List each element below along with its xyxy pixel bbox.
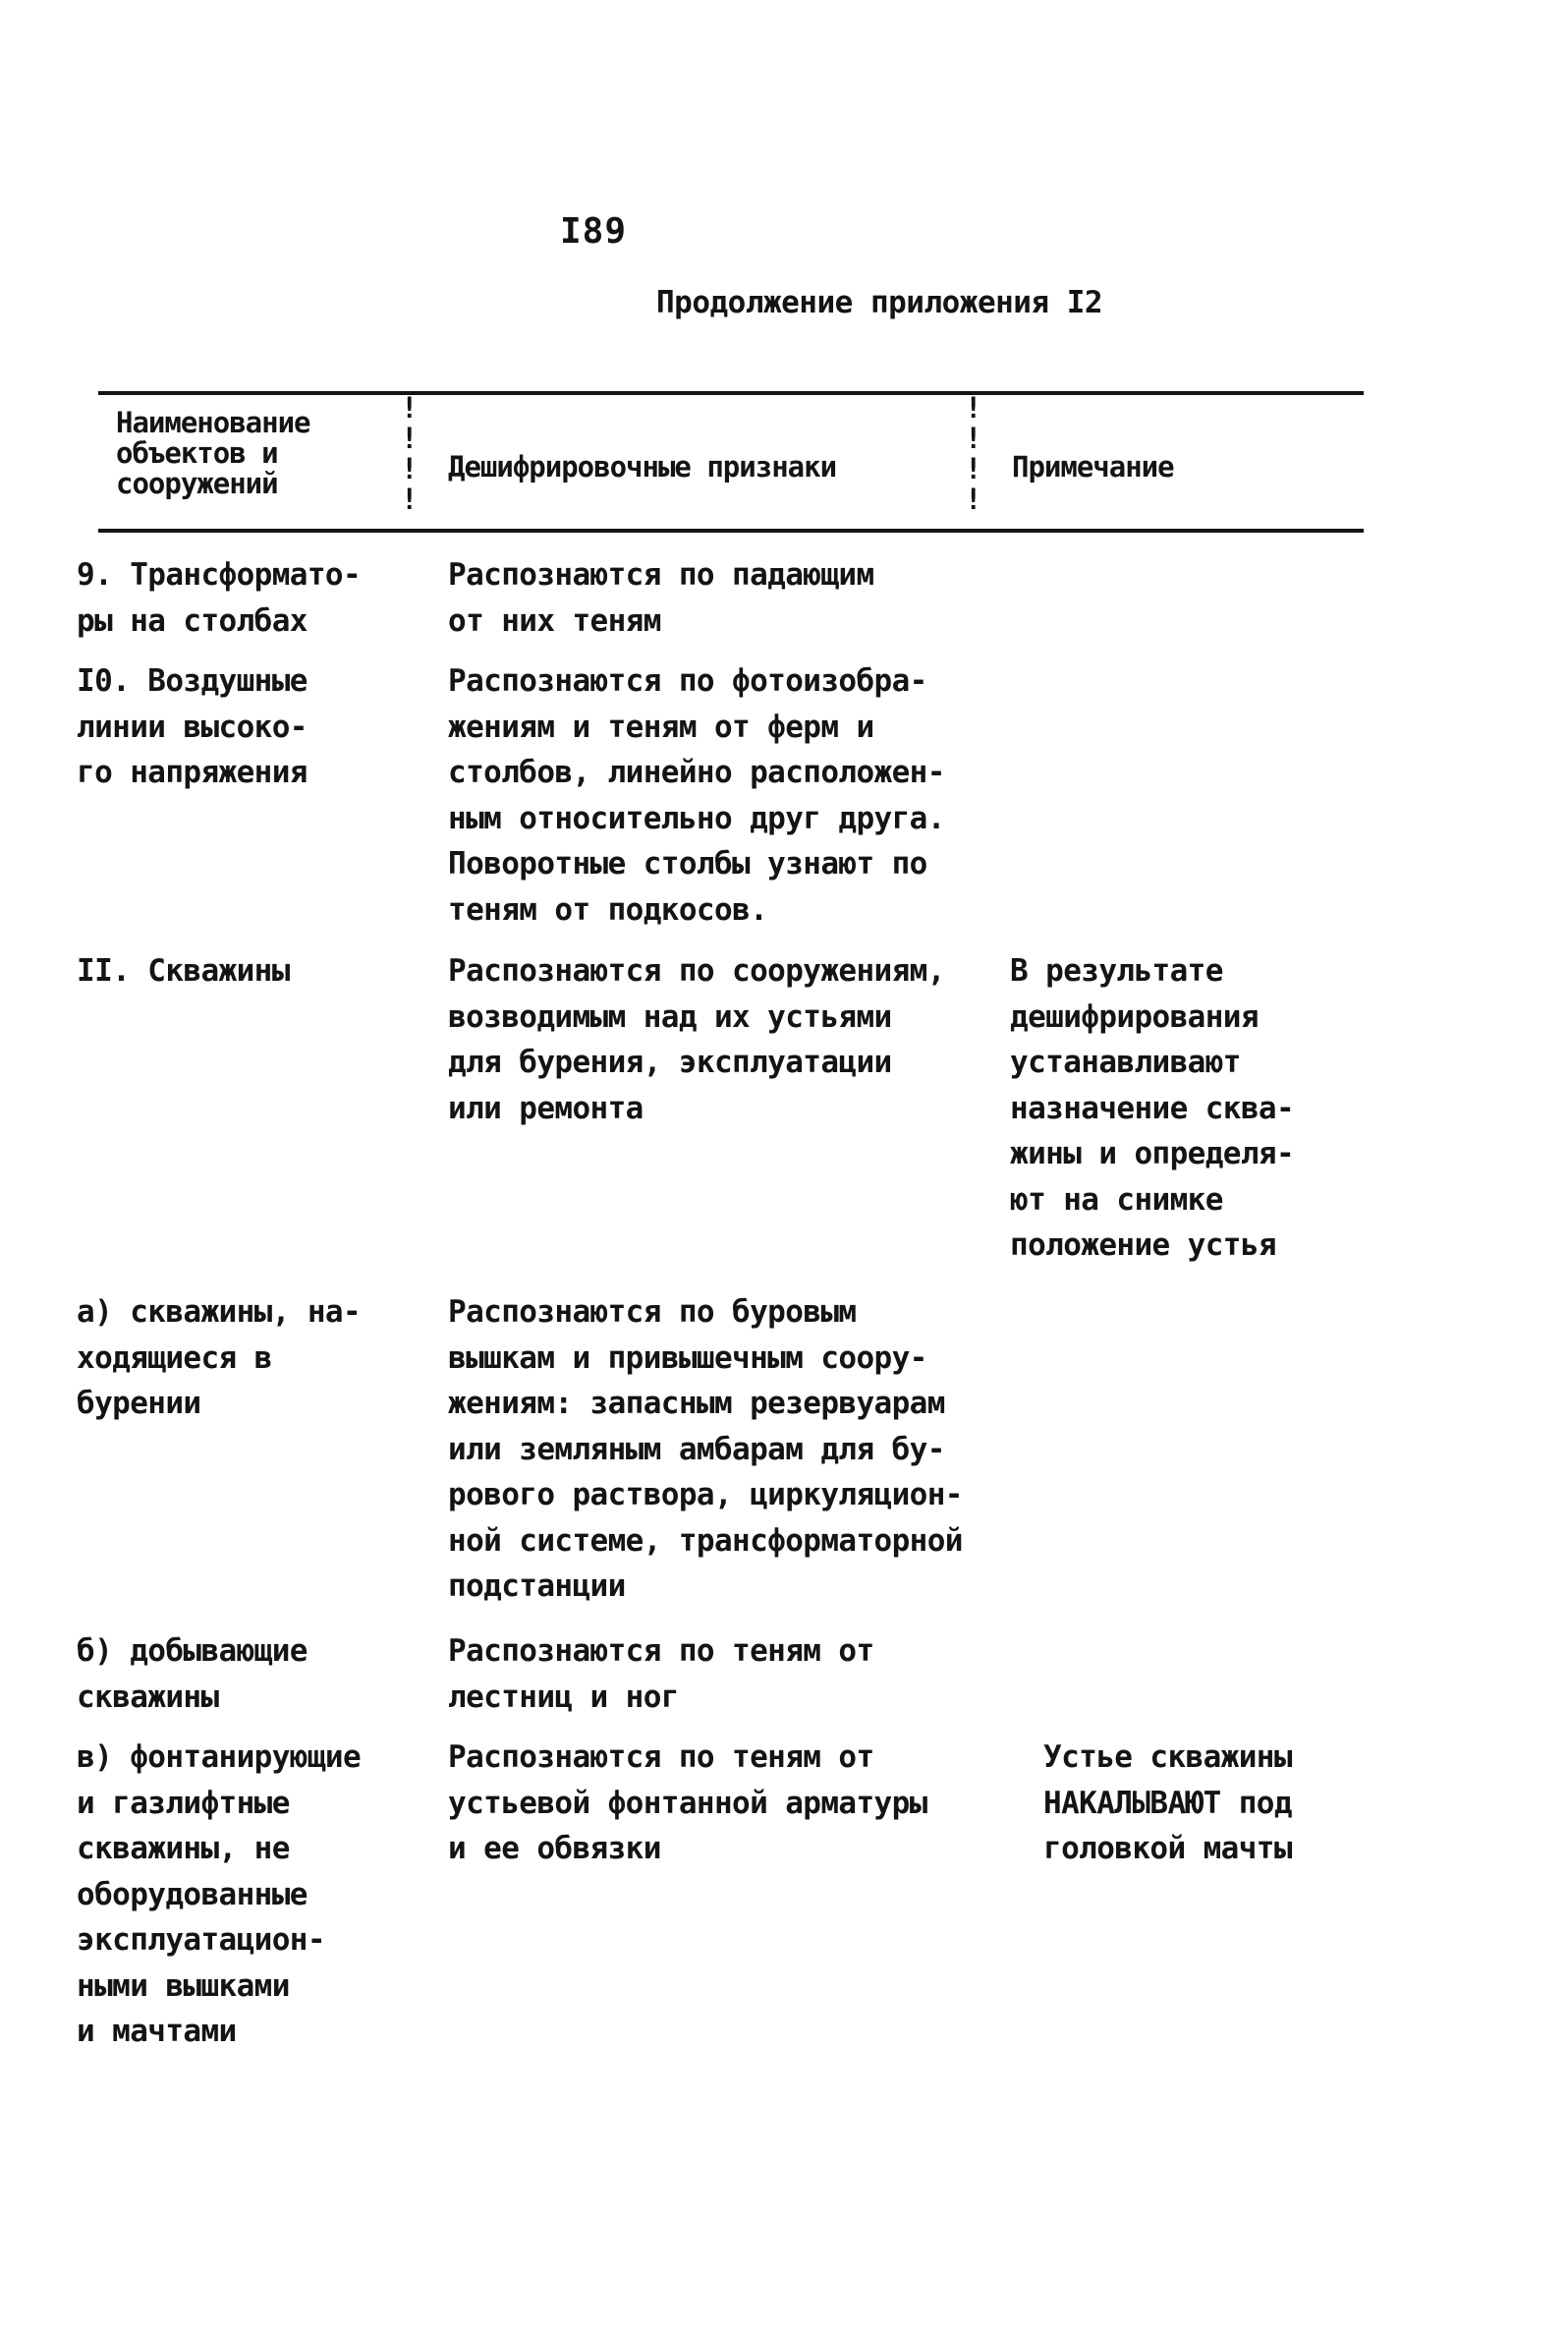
header-separator-1 <box>401 393 418 515</box>
row-name-flowing-wells: в) фонтанирующие и газлифтные скважины, не оборудованные эксплуатацион- ными вышками и мачтами <box>77 1739 362 2049</box>
row-note-wells: В результате дешифрирования устанавливают назначение сква- жины и определя- ют на снимке положение устья <box>1010 953 1295 1263</box>
separator-mark: ! <box>401 483 419 516</box>
row-signs-wells: Распознаются по сооружениям, возводимым над их устьями для бурения, эксплуатации или ремонта <box>448 953 945 1126</box>
header-objects: Наименование объектов и сооружений <box>116 406 310 500</box>
row-name-wells: II. Скважины <box>77 953 290 989</box>
separator-mark: ! <box>965 391 982 425</box>
header-separator-2 <box>965 393 981 515</box>
separator-mark: ! <box>401 422 419 455</box>
row-signs-power-lines: Распознаются по фотоизобра- жениям и теням от ферм и столбов, линейно расположен- ным относительно друг друга. Поворотные столбы узнают по теням от подкосов. <box>448 663 945 928</box>
header-decoding-signs: Дешифрировочные признаки <box>448 450 837 484</box>
table-header-rule <box>98 529 1364 533</box>
table-top-rule <box>98 391 1364 395</box>
separator-mark: ! <box>965 452 982 485</box>
separator-mark: ! <box>965 422 982 455</box>
row-name-transformers: 9. Трансформато- ры на столбах <box>77 557 362 639</box>
separator-mark: ! <box>401 391 419 425</box>
row-signs-transformers: Распознаются по падающим от них теням <box>448 557 874 639</box>
row-signs-drilling-wells: Распознаются по буровым вышкам и привышечным соору- жениям: запасным резервуарам или земляным амбарам для бу- рового раствора, циркуляцион- ной системе, трансформаторной подстанции <box>448 1294 963 1604</box>
row-name-power-lines: I0. Воздушные линии высоко- го напряжения <box>77 663 308 790</box>
row-note-flowing-wells: Устье скважины НАКАЛЫВАЮТ под головкой мачты <box>1043 1739 1292 1866</box>
separator-mark: ! <box>965 483 982 516</box>
row-name-producing-wells: б) добывающие скважины <box>77 1633 308 1715</box>
page-number: I89 <box>560 211 628 252</box>
appendix-continuation-title: Продолжение приложения I2 <box>656 285 1103 320</box>
row-name-drilling-wells: а) скважины, на- ходящиеся в бурении <box>77 1294 362 1421</box>
row-signs-flowing-wells: Распознаются по теням от устьевой фонтанной арматуры и ее обвязки <box>448 1739 927 1866</box>
separator-mark: ! <box>401 452 419 485</box>
row-signs-producing-wells: Распознаются по теням от лестниц и ног <box>448 1633 874 1715</box>
header-note: Примечание <box>1012 450 1174 484</box>
